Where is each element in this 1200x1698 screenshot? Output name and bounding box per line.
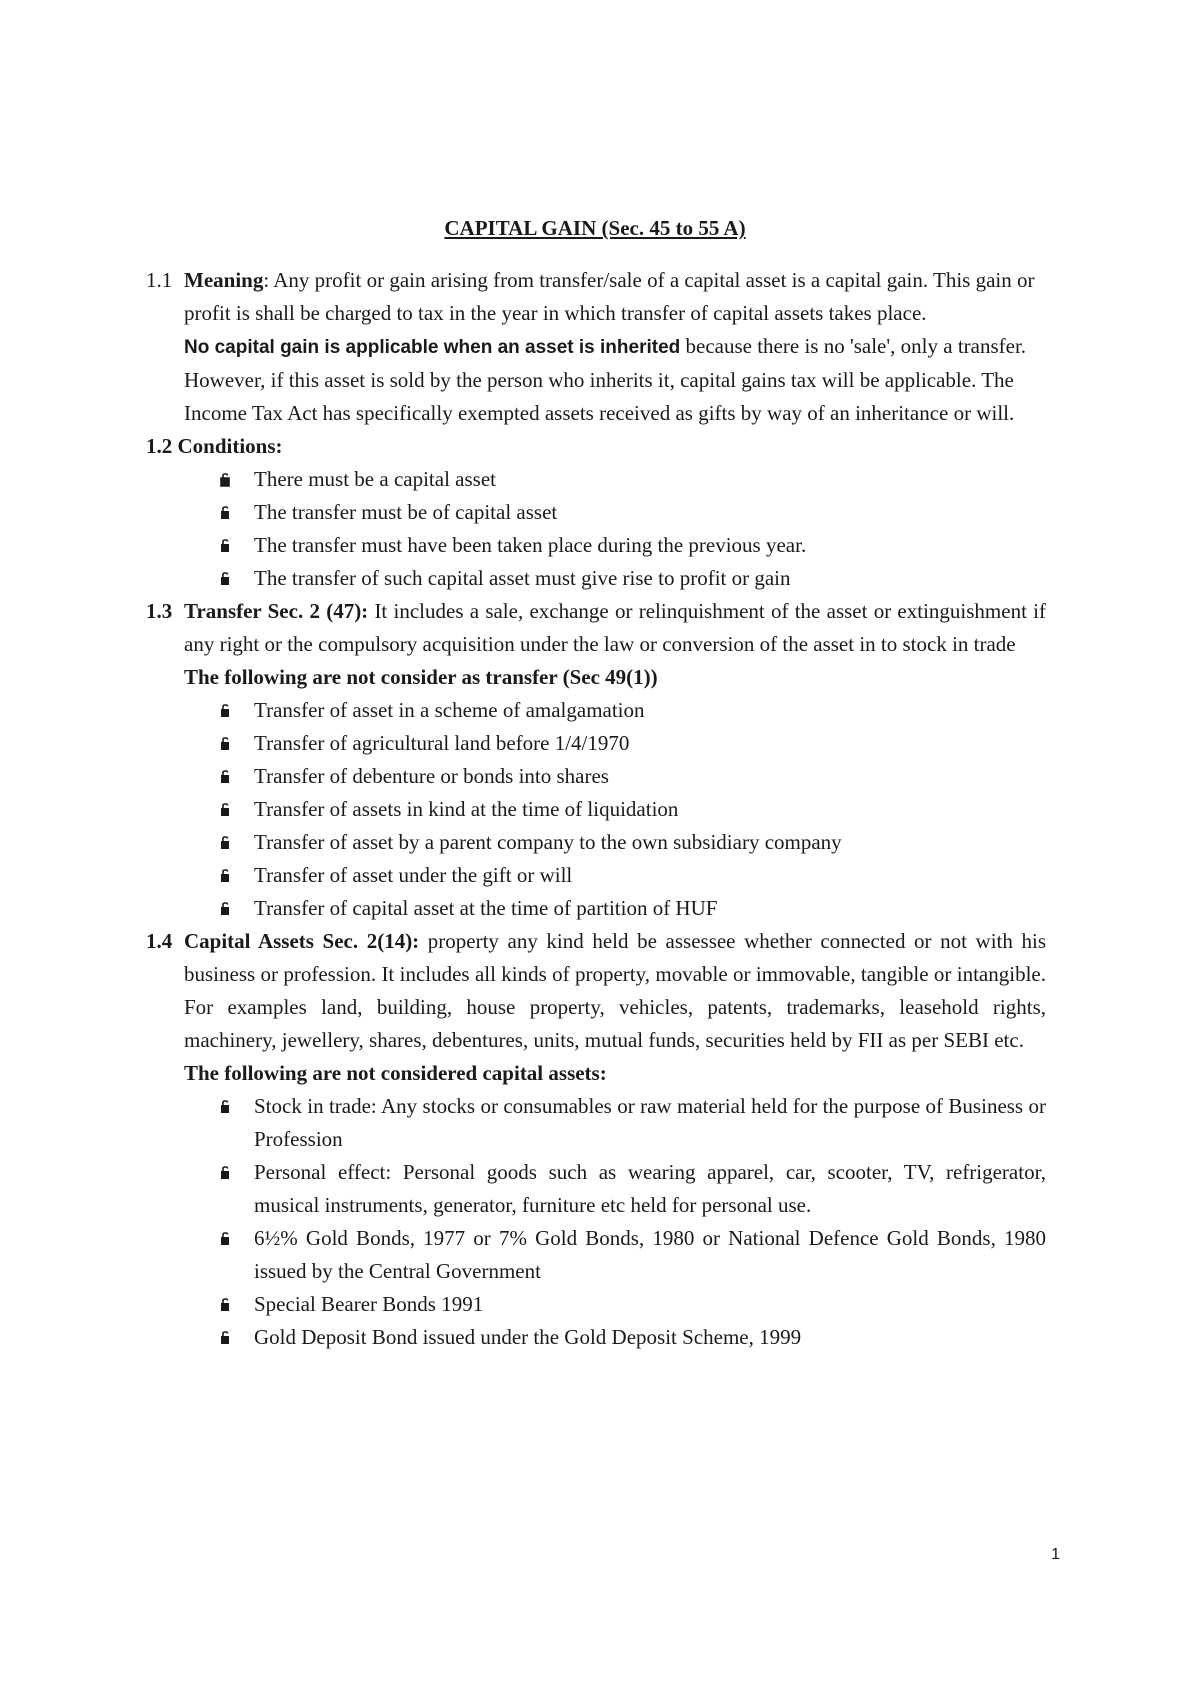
bullet-icon [219, 836, 231, 850]
section-number: 1.4 [146, 929, 173, 953]
bullet-icon [219, 704, 231, 718]
section-1-1-text [184, 264, 1046, 330]
bullet-icon [219, 506, 231, 520]
bullet-icon [219, 902, 231, 916]
list-item-text: Stock in trade: Any stocks or consumables or raw material held for the purpose of Business or Profession [254, 1094, 1046, 1151]
bullet-icon [219, 869, 231, 883]
sub-heading: The following are not consider as transfer (Sec 49(1)) [184, 665, 658, 689]
section-number: 1.1 [146, 268, 173, 292]
list-item-text: There must be a capital asset [254, 467, 496, 491]
list-item [219, 1090, 1046, 1156]
list-item-text: 6½% Gold Bonds, 1977 or 7% Gold Bonds, 1980 or National Defence Gold Bonds, 1980 issued by the Central Government [254, 1226, 1046, 1283]
bullet-icon [219, 473, 231, 487]
list-item-text: The transfer of such capital asset must give rise to profit or gain [254, 566, 791, 590]
section-heading: 1.2 Conditions: [146, 434, 283, 458]
list-item [219, 529, 1046, 562]
page-number: 1 [1051, 1546, 1060, 1563]
section-term: Transfer Sec. 2 (47): [184, 599, 369, 623]
section-1-4 [146, 925, 1046, 1090]
section-number: 1.3 [146, 599, 173, 623]
not-transfer-list [146, 694, 1046, 925]
section-1-4-text [184, 925, 1046, 1057]
note-bold: No capital gain is applicable when an asset is inherited [184, 337, 681, 358]
sub-heading: The following are not considered capital assets: [184, 1061, 607, 1085]
list-item [219, 694, 1046, 727]
list-item [219, 562, 1046, 595]
bullet-icon [219, 539, 231, 553]
bullet-icon [219, 1331, 231, 1345]
list-item [219, 892, 1046, 925]
bullet-icon [219, 1232, 231, 1246]
list-item [219, 1222, 1046, 1288]
list-item [219, 1321, 1046, 1354]
document-title: CAPITAL GAIN (Sec. 45 to 55 A) [444, 216, 746, 240]
list-item-text: Transfer of asset in a scheme of amalgamation [254, 698, 645, 722]
list-item [219, 760, 1046, 793]
conditions-list [146, 463, 1046, 595]
section-body: It includes a sale, exchange or relinquishment of the asset or extinguishment if any right or the compulsory acquisition under the law or conversion of the asset in to stock in trade [184, 599, 1046, 656]
list-item [219, 793, 1046, 826]
list-item [219, 859, 1046, 892]
bullet-icon [219, 1100, 231, 1114]
list-item-text: Transfer of capital asset at the time of partition of HUF [254, 896, 718, 920]
section-term: Meaning [184, 268, 264, 292]
list-item-text: The transfer must have been taken place during the previous year. [254, 533, 807, 557]
list-item [219, 1288, 1046, 1321]
bullet-icon [219, 572, 231, 586]
not-capital-assets-list [146, 1090, 1046, 1354]
bullet-icon [219, 803, 231, 817]
list-item-text: Transfer of assets in kind at the time of liquidation [254, 797, 679, 821]
list-item-text: Transfer of asset under the gift or will [254, 863, 573, 887]
list-item-text: The transfer must be of capital asset [254, 500, 558, 524]
bullet-icon [219, 1166, 231, 1180]
inheritance-note [184, 330, 1046, 430]
list-item-text: Transfer of debenture or bonds into shares [254, 764, 609, 788]
section-body: property any kind held be assessee whether connected or not with his business or profession. It includes all kinds of property, movable or immovable, tangible or intangible. For examples land, building, house property, vehicles, patents, trademarks, leasehold rights, machinery, jewellery, shares, debentures, units, mutual funds, securities held by FII as per SEBI etc. [184, 929, 1046, 1052]
document-body [146, 264, 1046, 1354]
list-item [219, 496, 1046, 529]
section-1-3 [146, 595, 1046, 694]
list-item-text: Transfer of agricultural land before 1/4/1970 [254, 731, 630, 755]
list-item-text: Gold Deposit Bond issued under the Gold Deposit Scheme, 1999 [254, 1325, 802, 1349]
list-item [219, 463, 1046, 496]
section-term: Capital Assets Sec. 2(14): [184, 929, 420, 953]
list-item-text: Personal effect: Personal goods such as wearing apparel, car, scooter, TV, refrigerator, musical instruments, generator, furniture etc held for personal use. [254, 1160, 1046, 1217]
bullet-icon [219, 1298, 231, 1312]
list-item [219, 1156, 1046, 1222]
section-body: : Any profit or gain arising from transfer/sale of a capital asset is a capital gain. This gain or profit is shall be charged to tax in the year in which transfer of capital assets takes place. [184, 268, 1035, 325]
list-item [219, 826, 1046, 859]
section-1-1 [146, 264, 1046, 430]
bullet-icon [219, 770, 231, 784]
list-item-text: Transfer of asset by a parent company to the own subsidiary company [254, 830, 842, 854]
note-text: because there is no 'sale', only a transfer. However, if this asset is sold by the person who inherits it, capital gains tax will be applicable. The Income Tax Act has specifically exempted assets received as gifts by way of an inheritance or will. [184, 334, 1027, 425]
bullet-icon [219, 737, 231, 751]
list-item [219, 727, 1046, 760]
section-1-2 [146, 430, 1046, 595]
section-1-3-text [184, 595, 1046, 661]
list-item-text: Special Bearer Bonds 1991 [254, 1292, 484, 1316]
